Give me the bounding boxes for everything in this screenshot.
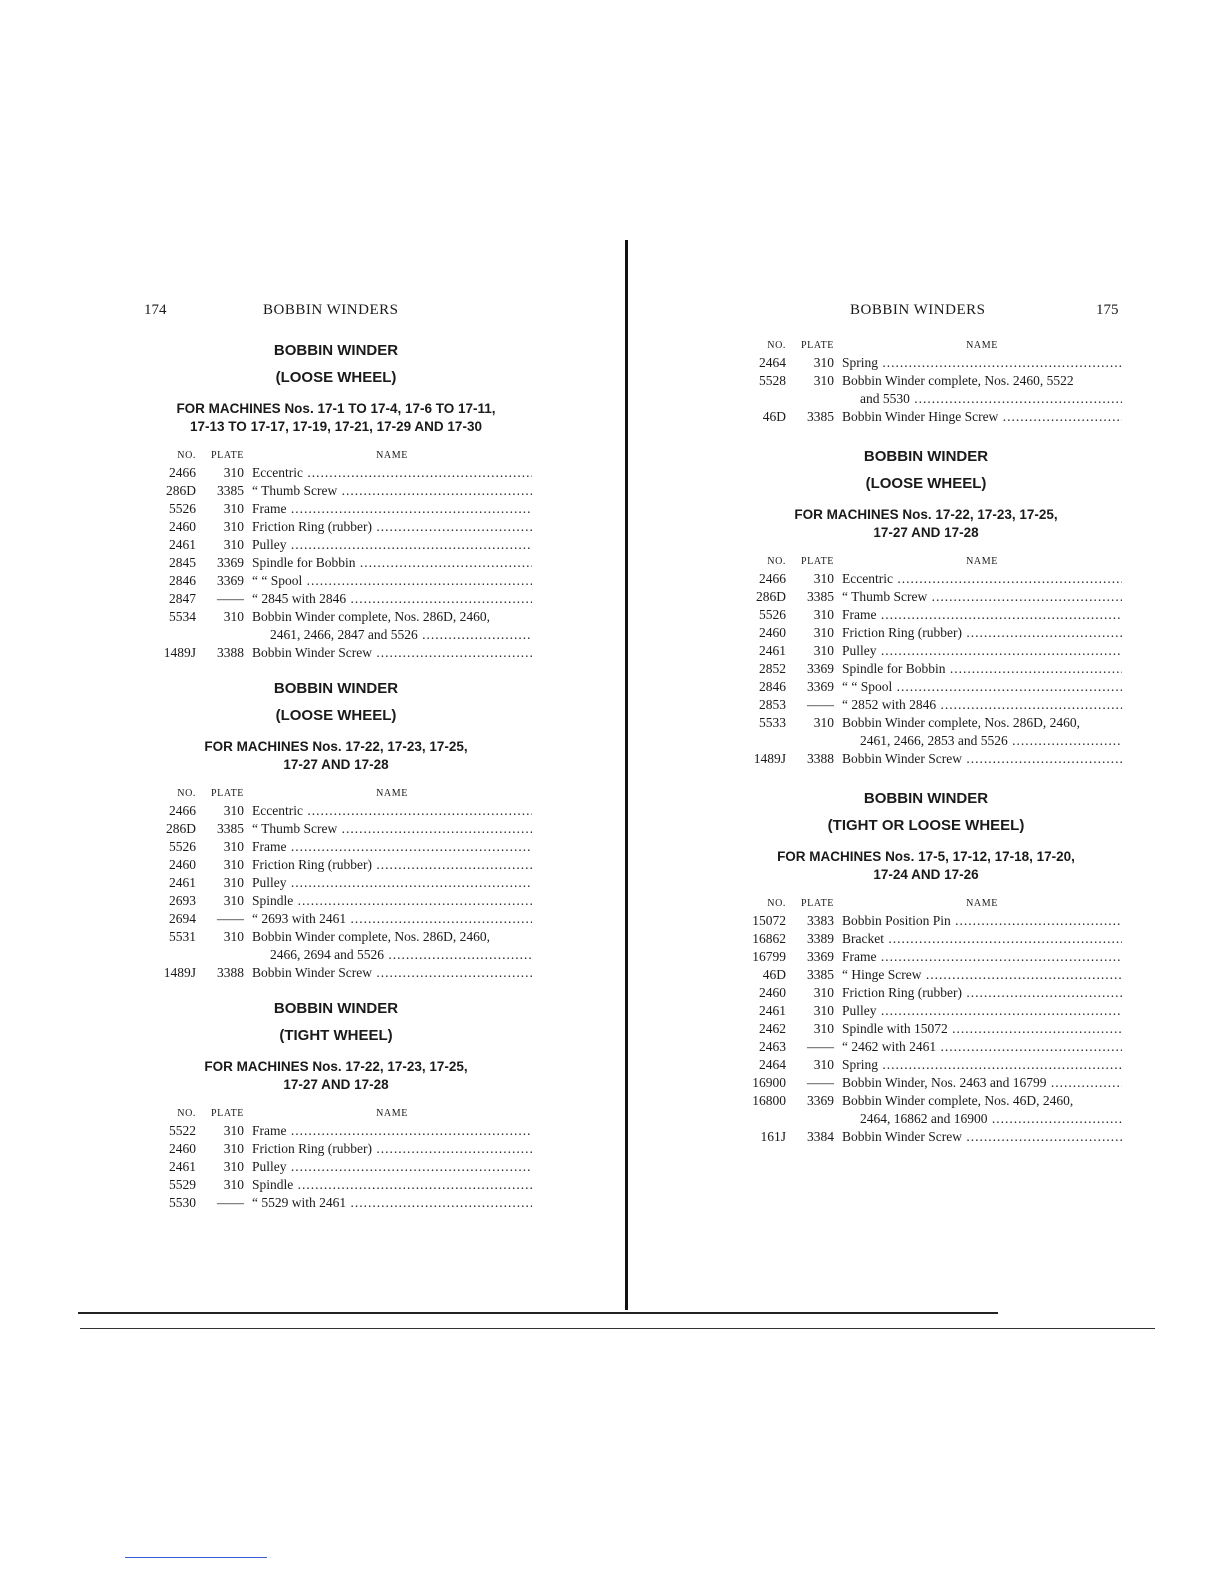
machines-heading [140, 1058, 532, 1094]
part-number: 2853 [759, 697, 786, 712]
part-name: Bobbin Winder complete, Nos. 286D, 2460, [252, 609, 491, 624]
machines-heading [140, 738, 532, 774]
part-name: Frame ..... [842, 948, 1122, 966]
spacer [730, 1110, 786, 1128]
table-row [730, 930, 1122, 948]
part-name: Spindle ..... [252, 1176, 532, 1194]
part-number: 5526 [169, 501, 196, 516]
plate-number: —— [217, 1195, 244, 1210]
section-subtitle: (LOOSE WHEEL) [865, 475, 987, 492]
plate-number: 310 [813, 373, 834, 388]
part-name: Eccentric ..... [252, 464, 532, 482]
section-title: BOBBIN WINDER [273, 680, 399, 697]
plate-number: 3385 [217, 821, 244, 836]
right-column [730, 340, 1122, 1146]
machines-line: FOR MACHINES Nos. 17-22, 17-23, 17-25, [204, 1059, 468, 1074]
table-row [730, 408, 1122, 426]
part-number: 16799 [752, 949, 786, 964]
part-name: Spindle with 15072 ..... [842, 1020, 1122, 1038]
table-row [730, 750, 1122, 768]
plate-number: 310 [223, 519, 244, 534]
table-row [730, 624, 1122, 642]
plate-number: —— [807, 1075, 834, 1090]
column-header-row [140, 1108, 532, 1122]
part-name: “ Thumb Screw ..... [252, 820, 532, 838]
plate-number: 3385 [807, 967, 834, 982]
part-number: 2852 [759, 661, 786, 676]
table-row [730, 1056, 1122, 1074]
part-name: Pulley ..... [842, 1002, 1122, 1020]
table-row [140, 590, 532, 608]
spacer [196, 626, 252, 644]
machines-line: FOR MACHINES Nos. 17-22, 17-23, 17-25, [204, 739, 468, 754]
part-number: 2461 [169, 1159, 196, 1174]
machines-line: FOR MACHINES Nos. 17-1 TO 17-4, 17-6 TO 17-11, [176, 401, 496, 416]
plate-number: 310 [223, 609, 244, 624]
part-number: 2461 [759, 1003, 786, 1018]
col-header-no: NO. [177, 450, 196, 461]
part-name: Frame ..... [252, 1122, 532, 1140]
plate-number: 310 [223, 875, 244, 890]
part-name: “ “ Spool ..... [842, 678, 1122, 696]
table-row [140, 802, 532, 820]
spacer [196, 946, 252, 964]
table-row [730, 696, 1122, 714]
column-header-row [140, 788, 532, 802]
part-name: Pulley ..... [252, 874, 532, 892]
col-header-no: NO. [767, 898, 786, 909]
plate-number: 3384 [807, 1129, 834, 1144]
section-title: BOBBIN WINDER [273, 342, 399, 359]
running-head: BOBBIN WINDERS [850, 302, 986, 318]
plate-number: 3369 [807, 661, 834, 676]
machines-heading [730, 848, 1122, 884]
table-row-continued [730, 1110, 1122, 1128]
part-name: Friction Ring (rubber) ..... [842, 624, 1122, 642]
part-number: 1489J [163, 645, 196, 660]
right-page [628, 0, 1224, 1584]
column-header-row [730, 556, 1122, 570]
table-row [140, 608, 532, 626]
page-number: 174 [144, 302, 167, 318]
spacer [786, 390, 842, 408]
part-number: 5526 [169, 839, 196, 854]
part-name: Bobbin Winder complete, Nos. 286D, 2460, [252, 929, 491, 944]
table-row [730, 714, 1122, 732]
table-row [730, 354, 1122, 372]
plate-number: 3385 [807, 589, 834, 604]
plate-number: 310 [813, 715, 834, 730]
part-name-continued: 2461, 2466, 2847 and 5526 ..... [252, 626, 532, 644]
part-number: 1489J [163, 965, 196, 980]
part-number: 2694 [169, 911, 196, 926]
table-row [140, 964, 532, 982]
part-number: 5530 [169, 1195, 196, 1210]
table-row [730, 1128, 1122, 1146]
spacer [730, 732, 786, 750]
plate-number: 310 [813, 1057, 834, 1072]
col-header-plate: PLATE [801, 340, 834, 351]
part-number: 5533 [759, 715, 786, 730]
part-name: “ 2693 with 2461 ..... [252, 910, 532, 928]
plate-number: 3385 [807, 409, 834, 424]
table-row [140, 892, 532, 910]
plate-number: —— [217, 591, 244, 606]
part-name: Frame ..... [842, 606, 1122, 624]
section-subtitle: (LOOSE WHEEL) [275, 707, 397, 724]
plate-number: 310 [813, 643, 834, 658]
plate-number: 3388 [217, 645, 244, 660]
table-row [730, 1038, 1122, 1056]
table-row [140, 1176, 532, 1194]
table-row [730, 660, 1122, 678]
machines-line: 17-27 AND 17-28 [283, 757, 389, 772]
table-row [140, 820, 532, 838]
part-number: 2460 [169, 857, 196, 872]
part-name-continued: and 5530 ..... [842, 390, 1122, 408]
table-row [730, 606, 1122, 624]
table-row [730, 1092, 1122, 1110]
part-number: 2462 [759, 1021, 786, 1036]
bobbin-winder-section [730, 448, 1122, 768]
table-row [140, 644, 532, 662]
table-row-continued [140, 946, 532, 964]
part-name: Spring ..... [842, 1056, 1122, 1074]
plate-number: 3389 [807, 931, 834, 946]
col-header-no: NO. [767, 556, 786, 567]
part-name-continued: 2464, 16862 and 16900 ..... [842, 1110, 1122, 1128]
table-row [140, 874, 532, 892]
part-name: Bracket ..... [842, 930, 1122, 948]
section-title: BOBBIN WINDER [863, 448, 989, 465]
plate-number: 310 [813, 625, 834, 640]
part-number: 5526 [759, 607, 786, 622]
spacer [786, 732, 842, 750]
part-name: “ 2852 with 2846 ..... [842, 696, 1122, 714]
bobbin-winder-section [140, 1000, 532, 1212]
continued-table [730, 340, 1122, 426]
part-name: “ “ Spool ..... [252, 572, 532, 590]
plate-number: 310 [813, 1003, 834, 1018]
col-header-plate: PLATE [211, 1108, 244, 1119]
part-number: 2846 [759, 679, 786, 694]
part-number: 2461 [169, 875, 196, 890]
part-number: 2693 [169, 893, 196, 908]
table-row [140, 482, 532, 500]
table-row [140, 856, 532, 874]
part-number: 2460 [169, 519, 196, 534]
part-number: 286D [166, 483, 196, 498]
part-number: 2466 [169, 465, 196, 480]
spacer [140, 626, 196, 644]
part-name: Bobbin Winder Hinge Screw ..... [842, 408, 1122, 426]
part-name: Spindle for Bobbin ..... [842, 660, 1122, 678]
part-number: 2464 [759, 355, 786, 370]
machines-heading [140, 400, 532, 436]
running-head: BOBBIN WINDERS [263, 302, 399, 318]
part-number: 5534 [169, 609, 196, 624]
plate-number: 3383 [807, 913, 834, 928]
part-number: 46D [762, 409, 786, 424]
part-name-continued: 2461, 2466, 2853 and 5526 ..... [842, 732, 1122, 750]
part-number: 46D [762, 967, 786, 982]
machines-heading [730, 506, 1122, 542]
part-number: 5528 [759, 373, 786, 388]
plate-number: 310 [223, 1123, 244, 1138]
plate-number: —— [807, 1039, 834, 1054]
table-row [730, 948, 1122, 966]
col-header-name: NAME [376, 450, 408, 461]
plate-number: 3369 [807, 1093, 834, 1108]
part-number: 15072 [752, 913, 786, 928]
part-name: Spindle ..... [252, 892, 532, 910]
part-number: 5529 [169, 1177, 196, 1192]
bobbin-winder-section [140, 342, 532, 662]
bobbin-winder-section [730, 790, 1122, 1146]
table-row [730, 570, 1122, 588]
plate-number: 310 [223, 501, 244, 516]
col-header-plate: PLATE [211, 788, 244, 799]
part-name: Bobbin Winder, Nos. 2463 and 16799 ..... [842, 1074, 1122, 1092]
part-number: 2460 [169, 1141, 196, 1156]
plate-number: —— [807, 697, 834, 712]
table-row [140, 1122, 532, 1140]
part-number: 2846 [169, 573, 196, 588]
section-subtitle: (TIGHT WHEEL) [279, 1027, 393, 1044]
table-row [140, 928, 532, 946]
part-name: Bobbin Winder Screw ..... [252, 644, 532, 662]
part-number: 16862 [752, 931, 786, 946]
plate-number: 3369 [217, 555, 244, 570]
plate-number: 310 [813, 607, 834, 622]
plate-number: 3369 [807, 949, 834, 964]
part-name: Bobbin Winder complete, Nos. 2460, 5522 [842, 373, 1074, 388]
plate-number: 310 [223, 1159, 244, 1174]
part-name: “ 2462 with 2461 ..... [842, 1038, 1122, 1056]
part-name: “ 2845 with 2846 ..... [252, 590, 532, 608]
part-name: Bobbin Position Pin ..... [842, 912, 1122, 930]
plate-number: 310 [223, 1141, 244, 1156]
machines-line: FOR MACHINES Nos. 17-22, 17-23, 17-25, [794, 507, 1058, 522]
part-number: 1489J [753, 751, 786, 766]
table-row [730, 966, 1122, 984]
part-name: Bobbin Winder complete, Nos. 46D, 2460, [842, 1093, 1074, 1108]
table-row-continued [140, 626, 532, 644]
col-header-name: NAME [966, 898, 998, 909]
part-name: Bobbin Winder complete, Nos. 286D, 2460, [842, 715, 1081, 730]
part-name: “ Thumb Screw ..... [252, 482, 532, 500]
part-name: Friction Ring (rubber) ..... [252, 1140, 532, 1158]
column-header-row [730, 340, 1122, 354]
table-row [140, 1194, 532, 1212]
column-header-row [730, 898, 1122, 912]
table-row [140, 536, 532, 554]
plate-number: 310 [223, 857, 244, 872]
part-name: “ Thumb Screw ..... [842, 588, 1122, 606]
part-number: 2460 [759, 985, 786, 1000]
bottom-rule-thin [80, 1328, 1155, 1329]
part-name: Spindle for Bobbin ..... [252, 554, 532, 572]
scan-mark [125, 1557, 267, 1558]
part-name: Pulley ..... [252, 1158, 532, 1176]
plate-number: 3388 [217, 965, 244, 980]
part-name: Bobbin Winder Screw ..... [252, 964, 532, 982]
part-number: 286D [756, 589, 786, 604]
part-name: “ Hinge Screw ..... [842, 966, 1122, 984]
table-row [730, 372, 1122, 390]
section-subtitle: (LOOSE WHEEL) [275, 369, 397, 386]
table-row [730, 1002, 1122, 1020]
plate-number: 310 [813, 1021, 834, 1036]
table-row [140, 500, 532, 518]
spacer [786, 1110, 842, 1128]
part-name: Eccentric ..... [252, 802, 532, 820]
plate-number: 3388 [807, 751, 834, 766]
col-header-no: NO. [177, 788, 196, 799]
table-row [730, 642, 1122, 660]
spacer [730, 390, 786, 408]
plate-number: 310 [223, 839, 244, 854]
part-name: Bobbin Winder Screw ..... [842, 750, 1122, 768]
part-number: 2461 [759, 643, 786, 658]
machines-line: FOR MACHINES Nos. 17-5, 17-12, 17-18, 17-20, [777, 849, 1075, 864]
table-row [140, 464, 532, 482]
plate-number: 310 [223, 1177, 244, 1192]
table-row [140, 838, 532, 856]
part-number: 16800 [752, 1093, 786, 1108]
part-number: 2460 [759, 625, 786, 640]
part-number: 2464 [759, 1057, 786, 1072]
col-header-plate: PLATE [211, 450, 244, 461]
section-title: BOBBIN WINDER [273, 1000, 399, 1017]
col-header-no: NO. [177, 1108, 196, 1119]
table-row [730, 588, 1122, 606]
plate-number: 3369 [807, 679, 834, 694]
part-number: 2463 [759, 1039, 786, 1054]
col-header-no: NO. [767, 340, 786, 351]
part-number: 2466 [169, 803, 196, 818]
part-name: Eccentric ..... [842, 570, 1122, 588]
table-row [140, 1158, 532, 1176]
table-row [140, 1140, 532, 1158]
part-number: 16900 [752, 1075, 786, 1090]
left-column [140, 342, 532, 1212]
part-number: 2847 [169, 591, 196, 606]
part-name: Pulley ..... [252, 536, 532, 554]
col-header-name: NAME [966, 556, 998, 567]
table-row [730, 1020, 1122, 1038]
table-row [730, 678, 1122, 696]
part-name: Friction Ring (rubber) ..... [252, 856, 532, 874]
bobbin-winder-section [140, 680, 532, 982]
table-row [730, 984, 1122, 1002]
table-row [140, 910, 532, 928]
column-header-row [140, 450, 532, 464]
part-name: Frame ..... [252, 500, 532, 518]
machines-line: 17-27 AND 17-28 [873, 525, 979, 540]
table-row [140, 572, 532, 590]
plate-number: —— [217, 911, 244, 926]
section-subtitle: (TIGHT OR LOOSE WHEEL) [827, 817, 1025, 834]
part-name: Bobbin Winder Screw ..... [842, 1128, 1122, 1146]
table-row [140, 518, 532, 536]
col-header-name: NAME [376, 1108, 408, 1119]
table-row-continued [730, 390, 1122, 408]
table-row [140, 554, 532, 572]
spacer [140, 946, 196, 964]
section-title: BOBBIN WINDER [863, 790, 989, 807]
plate-number: 310 [223, 537, 244, 552]
part-number: 5531 [169, 929, 196, 944]
table-row-continued [730, 732, 1122, 750]
part-name: Friction Ring (rubber) ..... [252, 518, 532, 536]
part-name: Spring ..... [842, 354, 1122, 372]
plate-number: 310 [813, 985, 834, 1000]
part-number: 161J [760, 1129, 786, 1144]
table-row [730, 1074, 1122, 1092]
part-number: 5522 [169, 1123, 196, 1138]
part-name-continued: 2466, 2694 and 5526 ..... [252, 946, 532, 964]
plate-number: 3369 [217, 573, 244, 588]
part-number: 2461 [169, 537, 196, 552]
part-name: Pulley ..... [842, 642, 1122, 660]
plate-number: 310 [813, 571, 834, 586]
part-name: Frame ..... [252, 838, 532, 856]
part-name: “ 5529 with 2461 ..... [252, 1194, 532, 1212]
part-number: 2845 [169, 555, 196, 570]
part-number: 2466 [759, 571, 786, 586]
part-number: 286D [166, 821, 196, 836]
col-header-name: NAME [966, 340, 998, 351]
machines-line: 17-27 AND 17-28 [283, 1077, 389, 1092]
plate-number: 310 [223, 893, 244, 908]
col-header-plate: PLATE [801, 898, 834, 909]
plate-number: 310 [223, 465, 244, 480]
bottom-rule [78, 1312, 998, 1314]
plate-number: 310 [223, 803, 244, 818]
col-header-plate: PLATE [801, 556, 834, 567]
plate-number: 310 [223, 929, 244, 944]
part-name: Friction Ring (rubber) ..... [842, 984, 1122, 1002]
table-row [730, 912, 1122, 930]
plate-number: 3385 [217, 483, 244, 498]
plate-number: 310 [813, 355, 834, 370]
col-header-name: NAME [376, 788, 408, 799]
page-number: 175 [1096, 302, 1119, 318]
machines-line: 17-24 AND 17-26 [873, 867, 979, 882]
machines-line: 17-13 TO 17-17, 17-19, 17-21, 17-29 AND 17-30 [190, 419, 482, 434]
